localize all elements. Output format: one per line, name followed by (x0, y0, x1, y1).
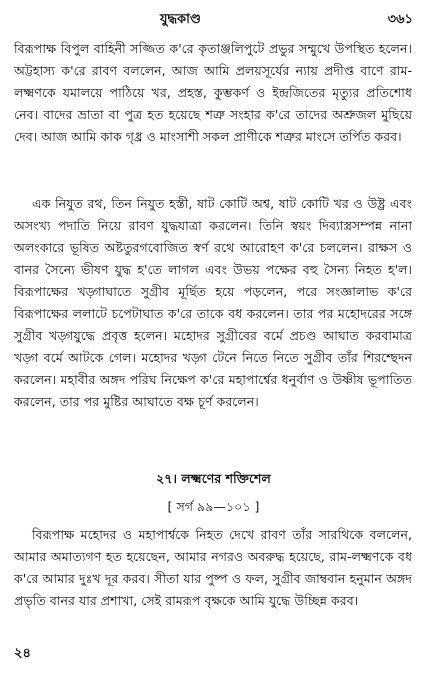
body-text-block-3 (14, 524, 412, 612)
paragraph-2: এক নিযুত রথ, তিন নিযুত হস্তী, ষাট কোটি অশ্ব, ষাট কোটি খর ও উষ্ট্র এবং অসংখ্য পদাতি নিয়ে রাবণ যুদ্ধযাত্রা করলেন। তিনি স্বয়ং দিব্যাস্ত্রসম্পন্ন নানা অলংকারে ভূষিত অষ্টতুরগবোজিত স্বর্ণ রথে আরোহণ ক'রে চললেন। রাক্ষস ও বানর সৈন্যে ভীষণ যুদ্ধ হ'তে লাগল এবং উভয় পক্ষের বহু সৈন্য নিহত হ'ল। বিরূপাক্ষের খড়্গাঘাতে সুগ্রীব মূর্ছিত হয়ে পড়লেন, পরে সংজ্ঞালাভ ক'রে বিরূপাক্ষের ললাটে চপেটাঘাত ক'রে তাকে বধ করলেন। তার পর মহোদরের সঙ্গে সুগ্রীব খড়্গযুদ্ধে প্রবৃত্ত হলেন। মহোদর সুগ্রীবের বর্মে প্রচণ্ড আঘাত করবামাত্র খড়্গ বর্মে আটকে গেল। মহোদর খড়্গ টেনে নিতে নিতে সুগ্রীব তাঁর শিরশ্ছেদন করলেন। মহাবীর অঙ্গদ পরিঘ নিক্ষেপ ক'রে মহাপার্শ্বের ধনুর্বাণ ও উষ্ণীষ ভূপাতিত করলেন, তার পর মুষ্টির আঘাতে বক্ষ চূর্ণ করলেন। (14, 196, 412, 409)
body-text-block-2 (14, 193, 412, 413)
body-text-block-1 (14, 38, 412, 148)
sarga-range: [ সর্গ ৯৯—১০১ ] (167, 499, 260, 514)
running-header (0, 8, 427, 32)
paragraph-1: বিরূপাক্ষ বিপুল বাহিনী সজ্জিত ক'রে কৃতাঞ্জলিপুটে প্রভুর সম্মুখে উপস্থিত হলেন। অট্টহাস্য ক'রে রাবণ বললেন, আজ আমি প্রলয়সূর্যের ন্যায় প্রদীপ্ত বাণে রাম-লক্ষ্মণকে যমালয়ে পাঠিয়ে খর, প্রহস্ত, কুম্ভকর্ণ ও ইন্দ্রজিতের মৃত্যুর প্রতিশোধ নেব। বাদের ভ্রাতা বা পুত্র হত হয়েছে শত্রু সংহার ক'রে তাদের অশ্রুজল মুছিয়ে দেব। আজ আমি কাক গৃধ্র ও মাংসাশী সকল প্রাণীকে শত্রুর মাংসে তর্পিত করব। (14, 41, 412, 144)
signature-mark: ২৪ (14, 646, 31, 661)
section-heading: ২৭। লক্ষ্মণের শক্তিশেল (156, 471, 271, 486)
chapter-title: যুদ্ধকাণ্ড (160, 12, 201, 27)
page-number: ৩৬১ (387, 12, 413, 27)
paragraph-3: বিরূপাক্ষ মহোদর ও মহাপার্শ্বকে নিহত দেখে রাবণ তাঁর সারথিকে বললেন, আমার অমাত্যগণ হত হয়েছেন, আমার নগরও অবরুদ্ধ হয়েছে, রাম-লক্ষ্মণকে বধ ক'রে আমার দুঃখ দূর করব। সীতা যার পুষ্প ও ফল, সুগ্রীব জাম্ববান হনুমান অঙ্গদ প্রভৃতি বানর যার প্রশাখা, সেই রামরূপ বৃক্ষকে আমি যুদ্ধে উচ্ছিন্ন করব। (14, 527, 412, 608)
